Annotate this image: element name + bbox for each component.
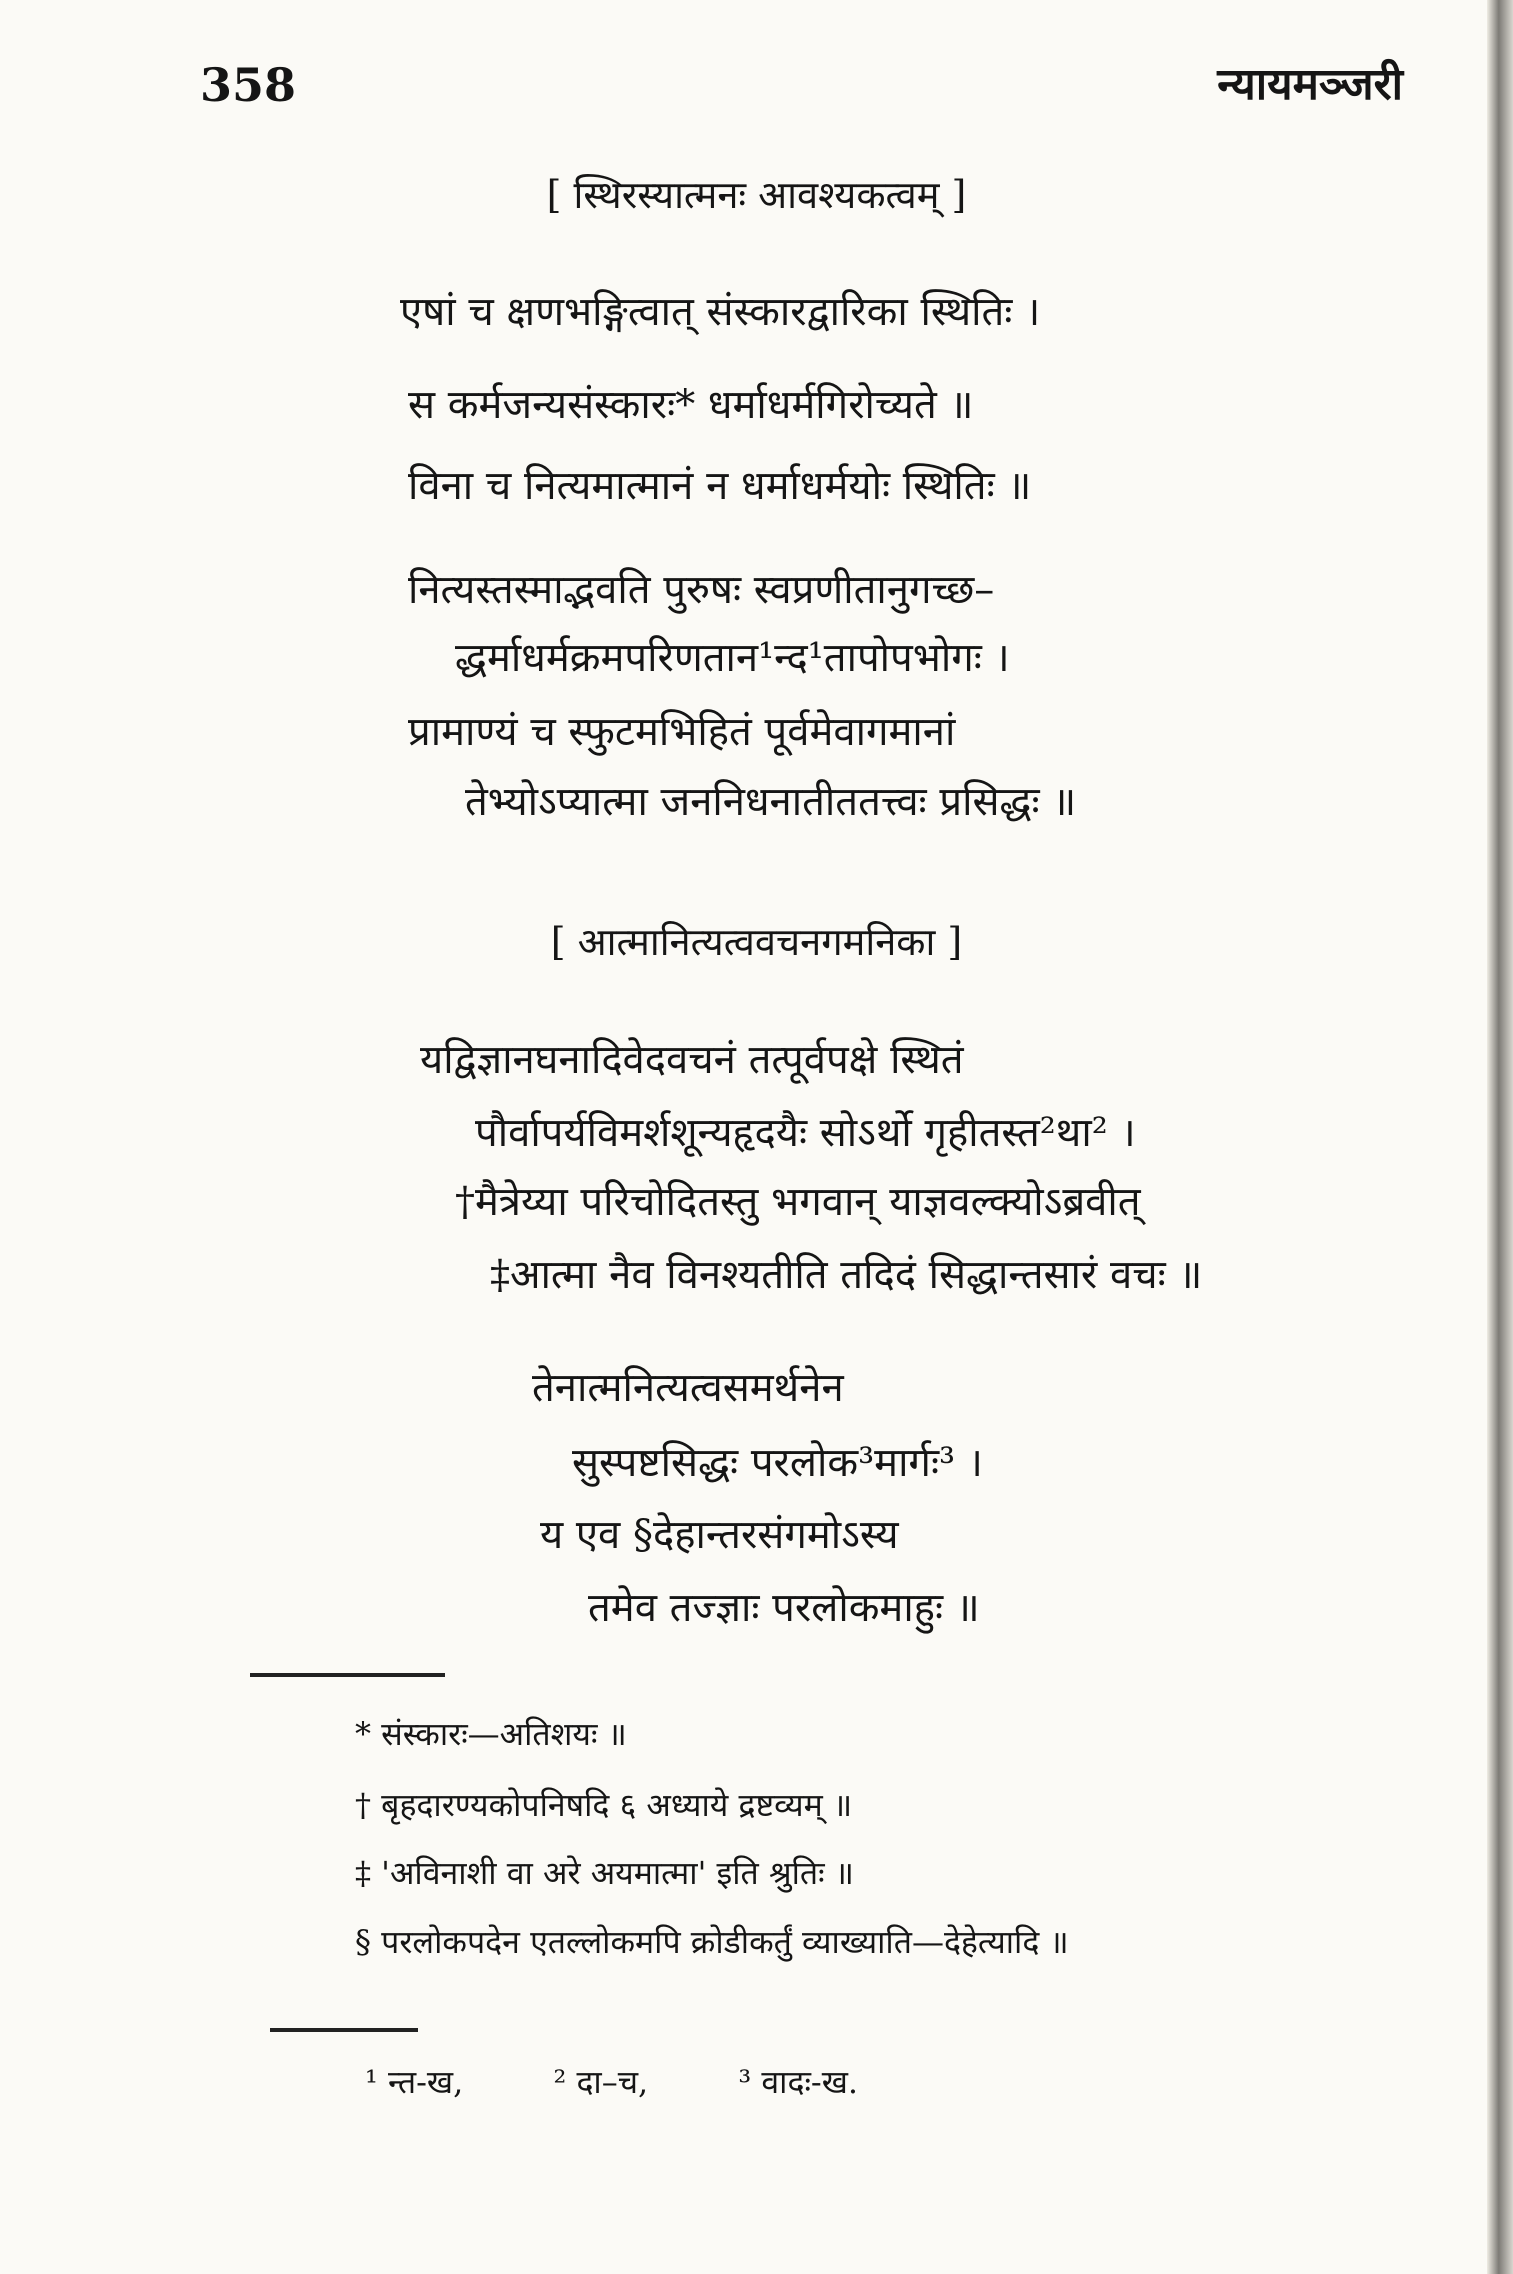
footnote: ‡ 'अविनाशी वा अरे अयमात्मा' इति श्रुतिः ॥	[355, 1854, 854, 1892]
section-heading: [ स्थिरस्यात्मनः आवश्यकत्वम् ]	[546, 173, 967, 217]
verse-line: सुस्पष्टसिद्धः परलोक³मार्गः³ ।	[572, 1440, 983, 1486]
verse-line: पौर्वापर्यविमर्शशून्यहृदयैः सोऽर्थो गृहीतस्त²था² ।	[475, 1110, 1136, 1156]
verse-line: तेभ्योऽप्यात्मा जननिधनातीततत्त्वः प्रसिद्धः ॥	[465, 779, 1077, 825]
verse-line: एषां च क्षणभङ्गित्वात् संस्कारद्वारिका स्थितिः ।	[400, 289, 1041, 335]
verse-line: विना च नित्यमात्मानं न धर्माधर्मयोः स्थितिः ॥	[408, 463, 1032, 509]
verse-line: यद्विज्ञानघनादिवेदवचनं तत्पूर्वपक्षे स्थितं	[420, 1037, 964, 1083]
variant-reading: ³ वादः-ख.	[738, 2063, 859, 2101]
footnote: § परलोकपदेन एतल्लोकमपि क्रोडीकर्तुं व्याख्याति—देहेत्यादि ॥	[355, 1923, 1069, 1961]
variant-readings	[365, 2060, 938, 2103]
verse-line: नित्यस्तस्माद्भवति पुरुषः स्वप्रणीतानुगच्छ–	[408, 567, 995, 613]
variant-reading: ² दा–च,	[553, 2063, 649, 2101]
footnote: † बृहदारण्यकोपनिषदि ६ अध्याये द्रष्टव्यम् ॥	[355, 1786, 853, 1824]
variants-divider	[270, 2028, 418, 2032]
verse-line: स कर्मजन्यसंस्कारः* धर्माधर्मगिरोच्यते ॥	[408, 382, 974, 428]
verse-line: तमेव तज्ज्ञाः परलोकमाहुः ॥	[588, 1585, 980, 1631]
page-edge-shadow	[1487, 0, 1513, 2274]
running-head: न्यायमञ्जरी	[1217, 59, 1403, 110]
verse-line: ‡आत्मा नैव विनश्यतीति तदिदं सिद्धान्तसारं वचः ॥	[490, 1252, 1203, 1298]
page-number: 358	[200, 58, 297, 112]
verse-line: तेनात्मनित्यत्वसमर्थनेन	[532, 1365, 844, 1411]
verse-line: य एव §देहान्तरसंगमोऽस्य	[540, 1512, 899, 1558]
verse-line: †मैत्रेय्या परिचोदितस्तु भगवान् याज्ञवल्क्योऽब्रवीत्	[455, 1179, 1141, 1225]
variant-reading: ¹ न्त-ख,	[365, 2063, 464, 2101]
verse-line: द्धर्माधर्मक्रमपरिणतान¹न्द¹तापोपभोगः ।	[455, 635, 1010, 681]
verse-line: प्रामाण्यं च स्फुटमभिहितं पूर्वमेवागमानां	[408, 709, 956, 755]
section-heading: [ आत्मानित्यत्ववचनगमनिका ]	[550, 920, 963, 964]
footnote-divider	[250, 1673, 445, 1677]
footnote: * संस्कारः—अतिशयः ॥	[355, 1715, 627, 1753]
